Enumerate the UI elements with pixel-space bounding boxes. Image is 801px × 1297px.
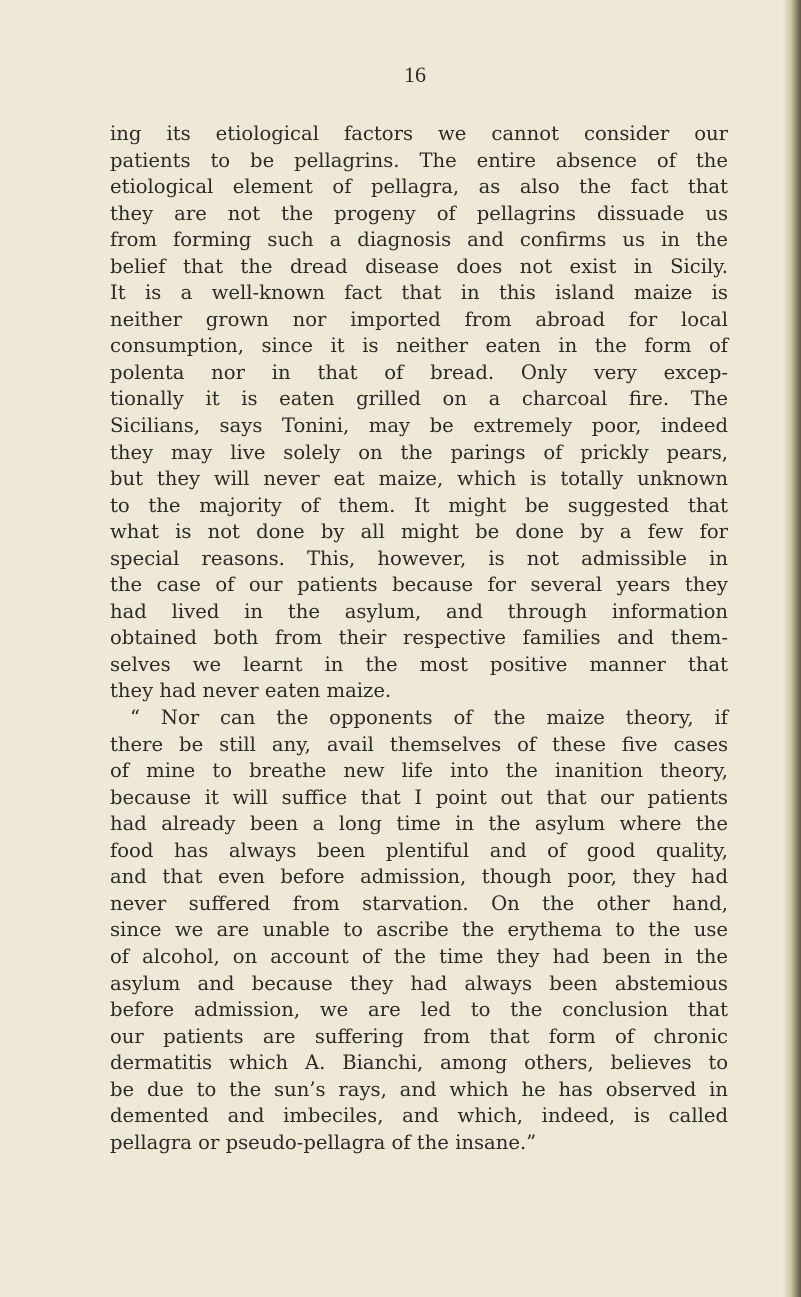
- text-line: patients to be pellagrins. The entire absence of the: [110, 148, 728, 172]
- text-line: our patients are suffering from that form of chronic: [110, 1024, 728, 1048]
- page-edge-shadow: [783, 0, 801, 1297]
- text-line: there be still any, avail themselves of these five cases: [110, 732, 728, 756]
- text-line: of mine to breathe new life into the inanition theory,: [110, 759, 728, 783]
- text-line: pellagra or pseudo-pellagra of the insane.”: [110, 1130, 537, 1154]
- text-line: It is a well-known fact that in this island maize is: [110, 281, 728, 305]
- text-line: they are not the progeny of pellagrins dissuade us: [110, 201, 728, 225]
- text-line: consumption, since it is neither eaten in the form of: [110, 334, 728, 358]
- text-line: tionally it is eaten grilled on a charcoal fire. The: [110, 387, 728, 411]
- text-line: had lived in the asylum, and through information: [110, 599, 728, 623]
- text-line: ing its etiological factors we cannot consider our: [110, 122, 728, 145]
- text-line: they had never eaten maize.: [110, 679, 392, 703]
- text-line: since we are unable to ascribe the erythema to the use: [110, 918, 728, 942]
- text-line: but they will never eat maize, which is totally unknown: [110, 467, 728, 491]
- text-line: had already been a long time in the asylum where the: [110, 812, 728, 836]
- text-line: Sicilians, says Tonini, may be extremely poor, indeed: [110, 414, 728, 438]
- text-line: because it will suffice that I point out that our patients: [110, 785, 728, 809]
- text-line: to the majority of them. It might be suggested that: [110, 493, 728, 517]
- text-line: special reasons. This, however, is not admissible in: [110, 546, 728, 570]
- text-line: demented and imbeciles, and which, indeed, is called: [110, 1104, 728, 1128]
- text-line: never suffered from starvation. On the other hand,: [110, 891, 728, 915]
- text-line: belief that the dread disease does not exist in Sicily.: [110, 254, 728, 278]
- text-line: before admission, we are led to the conclusion that: [110, 998, 728, 1022]
- page-number: 16: [404, 62, 426, 87]
- text-line: they may live solely on the parings of prickly pears,: [110, 440, 728, 464]
- text-line: obtained both from their respective families and them-: [110, 626, 728, 650]
- text-line: selves we learnt in the most positive manner that: [110, 652, 728, 676]
- text-line: asylum and because they had always been abstemious: [110, 971, 728, 995]
- text-line: food has always been plentiful and of good quality,: [110, 838, 728, 862]
- text-line: etiological element of pellagra, as also the fact that: [110, 175, 728, 199]
- text-line: the case of our patients because for several years they: [110, 573, 728, 597]
- text-line: what is not done by all might be done by a few for: [110, 520, 728, 544]
- text-line: polenta nor in that of bread. Only very excep-: [110, 360, 728, 384]
- text-line: and that even before admission, though poor, they had: [110, 865, 728, 889]
- text-line: from forming such a diagnosis and confirms us in the: [110, 228, 728, 252]
- body-text: [110, 121, 728, 1156]
- text-line: of alcohol, on account of the time they had been in the: [110, 944, 728, 968]
- text-line: be due to the sun’s rays, and which he has observed in: [110, 1077, 728, 1101]
- text-line: “ Nor can the opponents of the maize theory, if: [130, 706, 728, 730]
- text-line: dermatitis which A. Bianchi, among others, believes to: [110, 1051, 728, 1075]
- text-line: neither grown nor imported from abroad for local: [110, 307, 728, 331]
